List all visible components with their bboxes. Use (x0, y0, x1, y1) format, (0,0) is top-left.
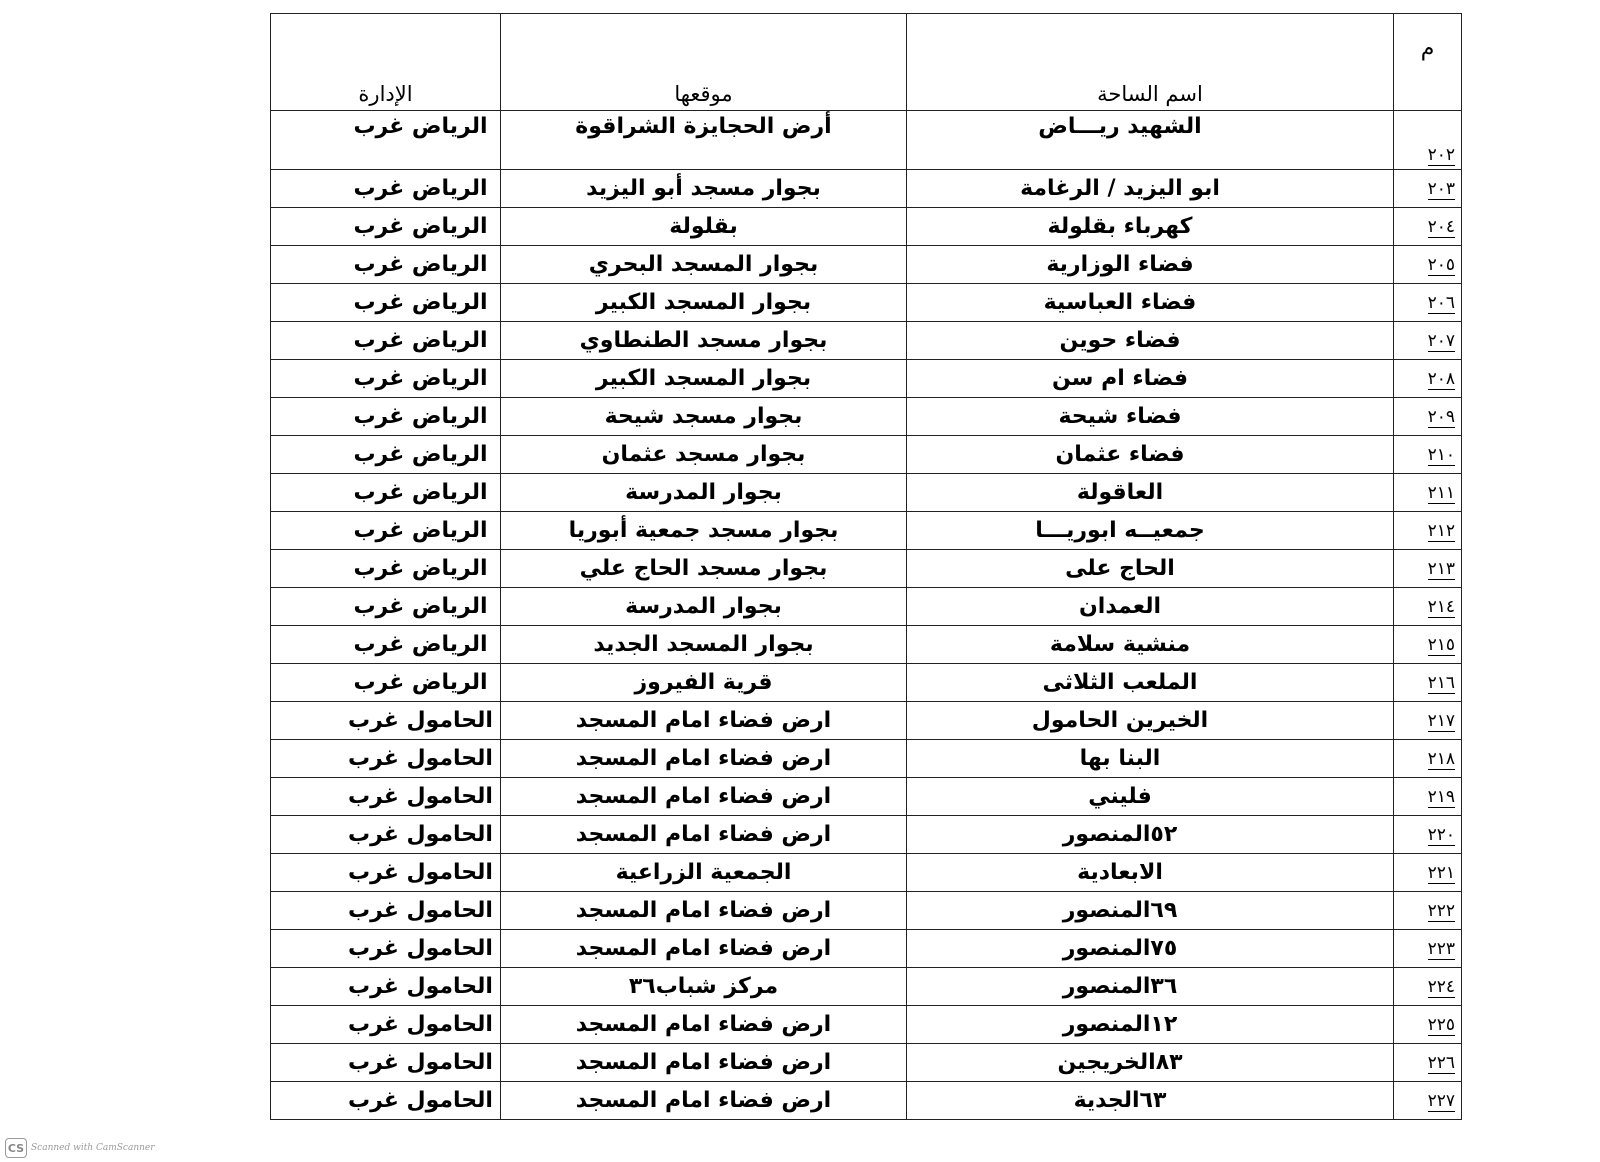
row-administration: الحامول غرب (271, 816, 501, 854)
row-num-text: ٢١٠ (1427, 444, 1455, 465)
table-row (271, 626, 1462, 664)
row-area-name: ١٢المنصور (907, 1006, 1394, 1044)
row-area-name: ٣٦المنصور (907, 968, 1394, 1006)
row-location: بجوار المسجد الكبير (501, 360, 907, 398)
table-body (271, 111, 1462, 1120)
row-location: بجوار المسجد الكبير (501, 284, 907, 322)
row-num-text: ٢١٥ (1427, 634, 1455, 655)
row-num-text: ٢٢١ (1427, 862, 1455, 883)
row-administration: الرياض غرب (271, 512, 501, 550)
row-num-text: ٢١٨ (1427, 748, 1455, 769)
row-num-text: ٢١٢ (1427, 520, 1455, 541)
row-administration: الحامول غرب (271, 702, 501, 740)
row-num-text: ٢٠٤ (1427, 216, 1455, 237)
row-area-name: ٥٢المنصور (907, 816, 1394, 854)
camscanner-logo: CS (5, 1138, 27, 1158)
table-row (271, 968, 1462, 1006)
row-administration: الرياض غرب (271, 436, 501, 474)
row-area-name: ٨٣الخريجين (907, 1044, 1394, 1082)
row-area-name: ٧٥المنصور (907, 930, 1394, 968)
row-location: بجوار المسجد الجديد (501, 626, 907, 664)
row-area-name: فضاء حوين (907, 322, 1394, 360)
row-location: ارض فضاء امام المسجد (501, 816, 907, 854)
table-row (271, 436, 1462, 474)
row-location: ارض فضاء امام المسجد (501, 1044, 907, 1082)
row-area-name: ٦٩المنصور (907, 892, 1394, 930)
row-area-name: كهرباء بقلولة (907, 208, 1394, 246)
row-area-name: العمدان (907, 588, 1394, 626)
table-row (271, 550, 1462, 588)
table-row (271, 930, 1462, 968)
table-row (271, 892, 1462, 930)
row-num-text: ٢١٤ (1427, 596, 1455, 617)
row-num-text: ٢٢٧ (1427, 1090, 1455, 1111)
row-num (1394, 208, 1462, 246)
row-num-text: ٢٠٩ (1427, 406, 1455, 427)
table-row (271, 246, 1462, 284)
row-location: بجوار المسجد البحري (501, 246, 907, 284)
scanner-watermark (5, 1138, 155, 1158)
row-num (1394, 360, 1462, 398)
header-location: موقعها (501, 14, 907, 111)
row-num-text: ٢١٣ (1427, 558, 1455, 579)
row-area-name: جمعيــه ابوريـــا (907, 512, 1394, 550)
row-administration: الرياض غرب (271, 208, 501, 246)
row-num (1394, 111, 1462, 170)
row-area-name: فضاء الوزارية (907, 246, 1394, 284)
row-area-name: فضاء شيحة (907, 398, 1394, 436)
table-row (271, 111, 1462, 170)
row-location: قرية الفيروز (501, 664, 907, 702)
header-name: اسم الساحة (907, 14, 1394, 111)
row-administration: الحامول غرب (271, 740, 501, 778)
row-num-text: ٢٢٥ (1427, 1014, 1455, 1035)
row-area-name: ابو اليزيد / الرغامة (907, 170, 1394, 208)
row-num (1394, 626, 1462, 664)
row-location: بجوار مسجد شيحة (501, 398, 907, 436)
row-area-name: فضاء العباسية (907, 284, 1394, 322)
row-location: بجوار مسجد عثمان (501, 436, 907, 474)
row-administration: الرياض غرب (271, 360, 501, 398)
header-admin: الإدارة (271, 14, 501, 111)
row-num-text: ٢٠٢ (1427, 145, 1455, 165)
row-administration: الحامول غرب (271, 854, 501, 892)
table-row (271, 702, 1462, 740)
row-num-text: ٢٢٣ (1427, 938, 1455, 959)
table-row (271, 816, 1462, 854)
row-location: بجوار مسجد جمعية أبوريا (501, 512, 907, 550)
row-location: بجوار المدرسة (501, 588, 907, 626)
row-administration: الرياض غرب (271, 588, 501, 626)
table-row (271, 1044, 1462, 1082)
table-row (271, 1082, 1462, 1120)
table-row (271, 778, 1462, 816)
row-administration: الرياض غرب (271, 111, 501, 170)
row-num (1394, 778, 1462, 816)
row-administration: الحامول غرب (271, 778, 501, 816)
table-row (271, 854, 1462, 892)
row-area-name: الابعادية (907, 854, 1394, 892)
row-location: بجوار مسجد الحاج علي (501, 550, 907, 588)
row-administration: الرياض غرب (271, 398, 501, 436)
row-administration: الحامول غرب (271, 1044, 501, 1082)
row-area-name: فليني (907, 778, 1394, 816)
row-area-name: الحاج على (907, 550, 1394, 588)
row-administration: الرياض غرب (271, 246, 501, 284)
row-num-text: ٢١٧ (1427, 710, 1455, 731)
row-num (1394, 398, 1462, 436)
row-num-text: ٢٢٤ (1427, 976, 1455, 997)
table-header-row (271, 14, 1462, 111)
row-num-text: ٢١٦ (1427, 672, 1455, 693)
row-num (1394, 322, 1462, 360)
row-location: بجوار مسجد الطنطاوي (501, 322, 907, 360)
table-row (271, 1006, 1462, 1044)
table-row (271, 474, 1462, 512)
row-num (1394, 474, 1462, 512)
row-administration: الرياض غرب (271, 322, 501, 360)
row-administration: الحامول غرب (271, 1006, 501, 1044)
row-area-name: الملعب الثلاثى (907, 664, 1394, 702)
row-num (1394, 436, 1462, 474)
row-administration: الرياض غرب (271, 626, 501, 664)
row-num (1394, 170, 1462, 208)
row-location: مركز شباب٣٦ (501, 968, 907, 1006)
row-num-text: ٢٠٣ (1427, 178, 1455, 199)
row-num-text: ٢١١ (1427, 482, 1455, 503)
row-administration: الرياض غرب (271, 664, 501, 702)
row-administration: الحامول غرب (271, 1082, 501, 1120)
row-num-text: ٢٠٧ (1427, 330, 1455, 351)
row-num (1394, 892, 1462, 930)
row-num-text: ٢٢٠ (1427, 824, 1455, 845)
row-location: ارض فضاء امام المسجد (501, 930, 907, 968)
row-num (1394, 246, 1462, 284)
row-num (1394, 816, 1462, 854)
row-location: ارض فضاء امام المسجد (501, 1006, 907, 1044)
row-num (1394, 930, 1462, 968)
row-area-name: فضاء ام سن (907, 360, 1394, 398)
row-num-text: ٢١٩ (1427, 786, 1455, 807)
row-area-name: الشهيد ريـــاض (907, 111, 1394, 170)
row-num (1394, 1082, 1462, 1120)
row-num (1394, 512, 1462, 550)
row-administration: الحامول غرب (271, 968, 501, 1006)
row-location: الجمعية الزراعية (501, 854, 907, 892)
table-row (271, 512, 1462, 550)
row-area-name: فضاء عثمان (907, 436, 1394, 474)
row-area-name: الخيرين الحامول (907, 702, 1394, 740)
row-location: ارض فضاء امام المسجد (501, 1082, 907, 1120)
row-num-text: ٢٠٨ (1427, 368, 1455, 389)
camscanner-text: Scanned with CamScanner (31, 1143, 155, 1153)
row-num (1394, 740, 1462, 778)
row-num (1394, 702, 1462, 740)
row-num (1394, 854, 1462, 892)
row-administration: الرياض غرب (271, 550, 501, 588)
table-row (271, 322, 1462, 360)
row-location: بجوار المدرسة (501, 474, 907, 512)
table-row (271, 398, 1462, 436)
row-area-name: منشية سلامة (907, 626, 1394, 664)
row-location: ارض فضاء امام المسجد (501, 702, 907, 740)
row-administration: الرياض غرب (271, 284, 501, 322)
row-num-text: ٢٠٦ (1427, 292, 1455, 313)
row-num (1394, 284, 1462, 322)
row-location: أرض الحجايزة الشراقوة (501, 111, 907, 170)
row-num-text: ٢٢٦ (1427, 1052, 1455, 1073)
areas-table (270, 13, 1462, 1120)
row-num-text: ٢٠٥ (1427, 254, 1455, 275)
table-row (271, 170, 1462, 208)
row-administration: الرياض غرب (271, 474, 501, 512)
table-row (271, 664, 1462, 702)
row-area-name: البنا بها (907, 740, 1394, 778)
row-num-text: ٢٢٢ (1427, 900, 1455, 921)
row-location: ارض فضاء امام المسجد (501, 778, 907, 816)
row-num (1394, 664, 1462, 702)
row-location: ارض فضاء امام المسجد (501, 892, 907, 930)
row-location: بجوار مسجد أبو اليزيد (501, 170, 907, 208)
row-num (1394, 1044, 1462, 1082)
row-num (1394, 550, 1462, 588)
row-area-name: ٦٣الجدية (907, 1082, 1394, 1120)
row-administration: الحامول غرب (271, 930, 501, 968)
table-row (271, 360, 1462, 398)
row-location: ارض فضاء امام المسجد (501, 740, 907, 778)
row-administration: الرياض غرب (271, 170, 501, 208)
row-area-name: العاقولة (907, 474, 1394, 512)
table-row (271, 284, 1462, 322)
row-num (1394, 588, 1462, 626)
table-row (271, 740, 1462, 778)
table-row (271, 208, 1462, 246)
table-row (271, 588, 1462, 626)
row-location: بقلولة (501, 208, 907, 246)
row-administration: الحامول غرب (271, 892, 501, 930)
row-num (1394, 1006, 1462, 1044)
header-num: م (1394, 14, 1462, 111)
row-num (1394, 968, 1462, 1006)
